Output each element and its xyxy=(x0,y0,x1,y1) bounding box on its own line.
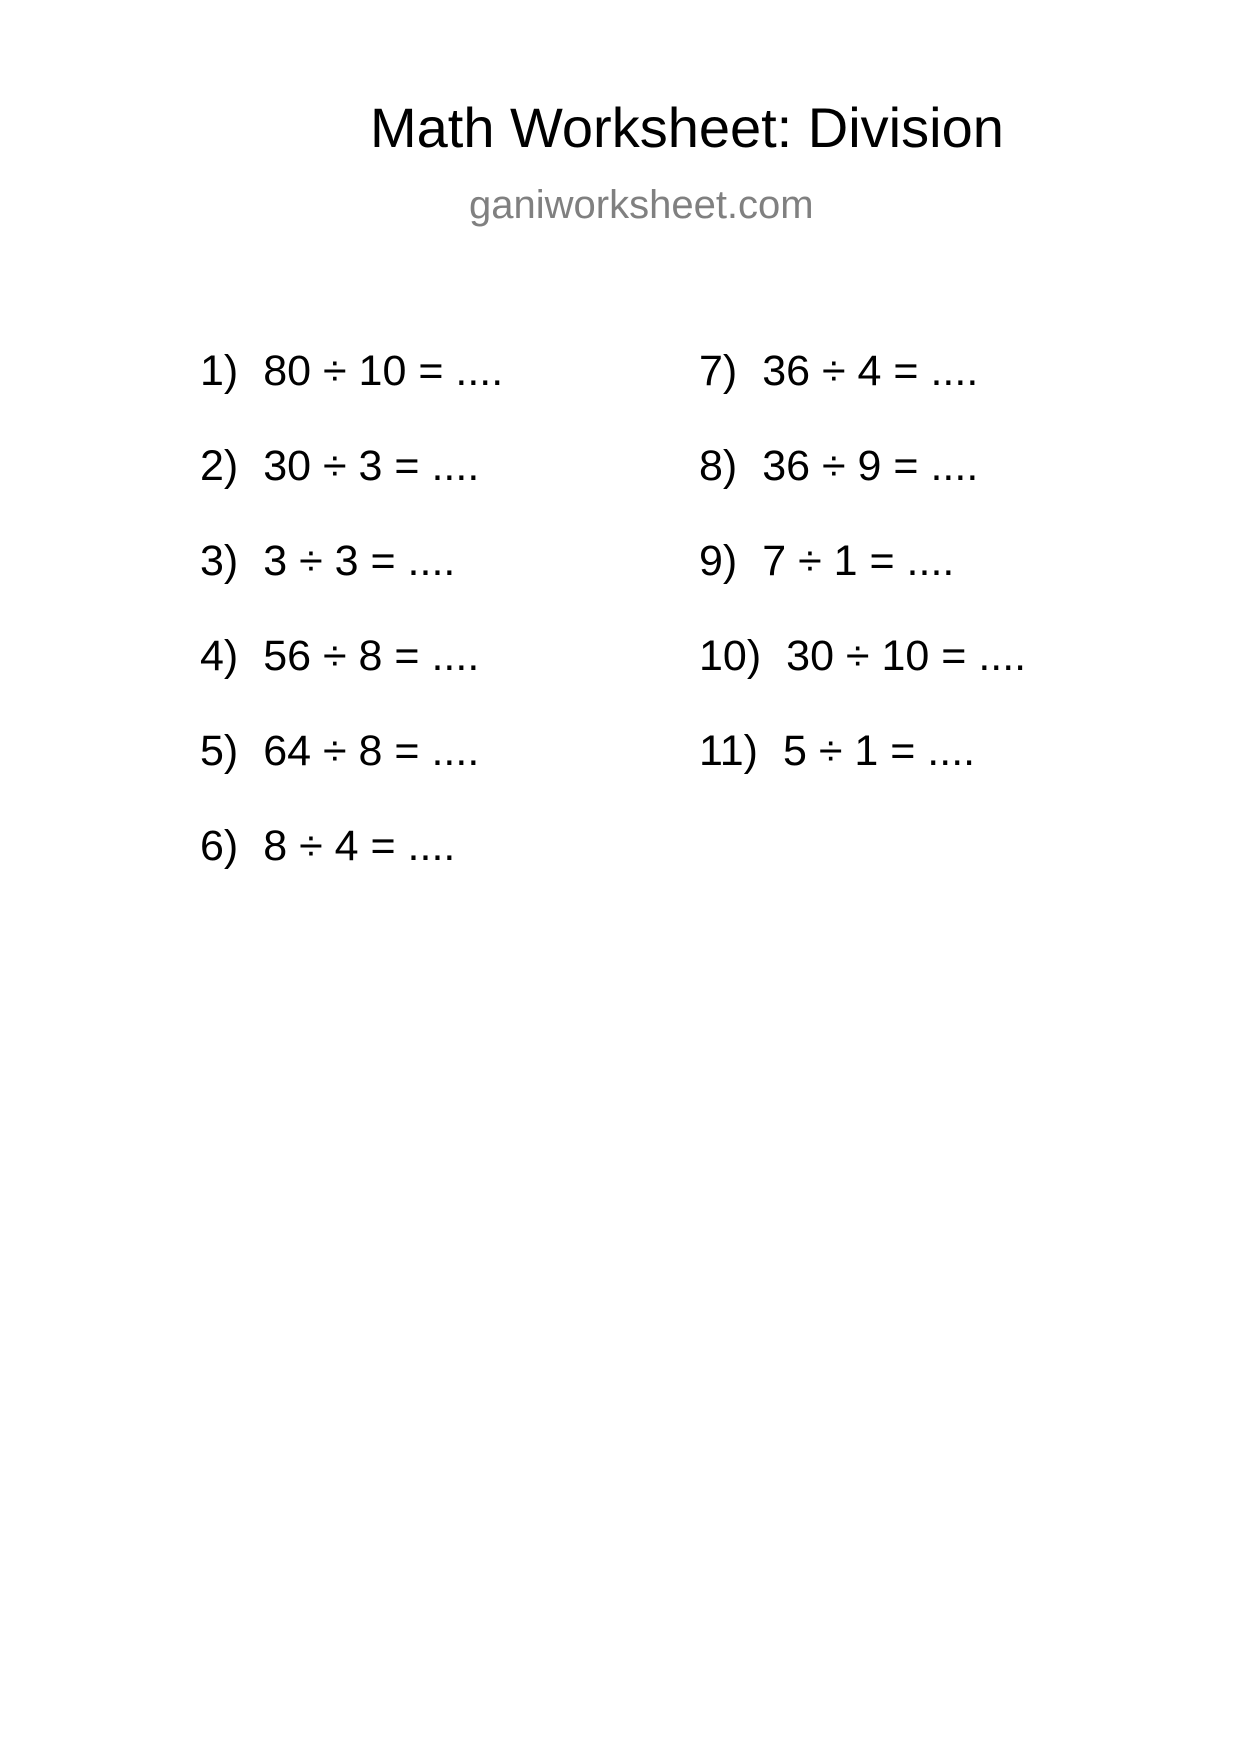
problem-expression: 7 ÷ 1 = .... xyxy=(762,537,955,585)
problem-item xyxy=(699,442,1026,540)
problem-number: 7) xyxy=(699,347,738,395)
problem-expression: 64 ÷ 8 = .... xyxy=(263,727,480,775)
problem-item xyxy=(200,632,503,730)
problem-number: 8) xyxy=(699,442,738,490)
problem-number: 9) xyxy=(699,537,738,585)
site-url: ganiworksheet.com xyxy=(469,183,814,227)
problem-expression: 80 ÷ 10 = .... xyxy=(263,347,504,395)
page-title: Math Worksheet: Division xyxy=(370,96,1004,159)
problem-expression: 36 ÷ 9 = .... xyxy=(762,442,979,490)
problem-number: 10) xyxy=(699,632,762,680)
problem-number: 6) xyxy=(200,822,239,870)
problem-number: 5) xyxy=(200,727,239,775)
problem-expression: 30 ÷ 10 = .... xyxy=(786,632,1027,680)
problem-item xyxy=(200,727,503,825)
problem-expression: 36 ÷ 4 = .... xyxy=(762,347,979,395)
problem-number: 3) xyxy=(200,537,239,585)
problem-item xyxy=(200,442,503,540)
problem-expression: 8 ÷ 4 = .... xyxy=(263,822,456,870)
problem-expression: 5 ÷ 1 = .... xyxy=(782,727,976,775)
problem-expression: 30 ÷ 3 = .... xyxy=(263,442,480,490)
problem-column-left xyxy=(200,347,504,920)
problem-item xyxy=(699,727,1026,825)
problem-item xyxy=(699,632,1027,730)
problem-item xyxy=(200,347,504,445)
problem-number: 11) xyxy=(699,727,758,775)
problem-number: 2) xyxy=(200,442,239,490)
problem-item xyxy=(699,347,1026,445)
problem-expression: 3 ÷ 3 = .... xyxy=(263,537,456,585)
problem-column-right xyxy=(699,347,1027,825)
problem-number: 1) xyxy=(200,347,239,395)
problem-item xyxy=(200,822,503,920)
problem-number: 4) xyxy=(200,632,239,680)
problem-item xyxy=(699,537,1026,635)
problem-expression: 56 ÷ 8 = .... xyxy=(263,632,480,680)
problem-item xyxy=(200,537,503,635)
